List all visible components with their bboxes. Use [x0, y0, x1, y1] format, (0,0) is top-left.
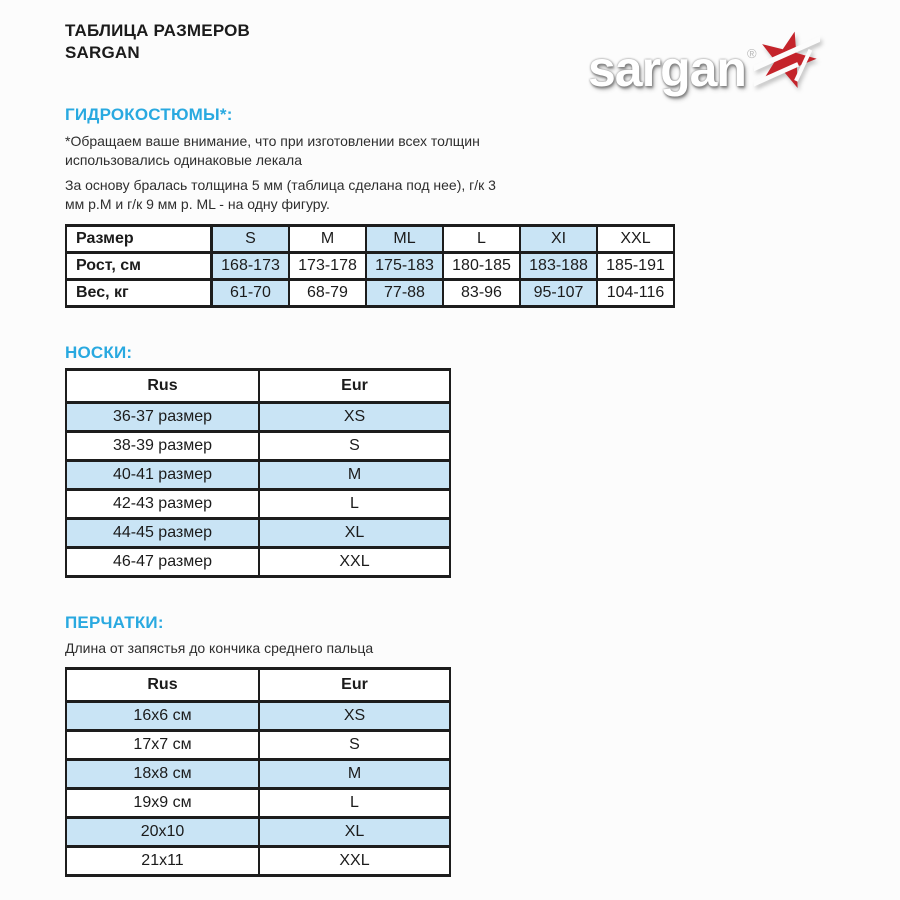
rus-size-cell: 36-37 размер — [66, 403, 259, 432]
row-label-weight: Вес, кг — [66, 280, 212, 307]
registered-trademark-icon: ® — [746, 45, 756, 61]
rus-size-cell: 19x9 см — [66, 789, 259, 818]
note-line: *Обращаем ваше внимание, что при изготовлении всех толщин — [65, 133, 480, 149]
rus-size-cell: 44-45 размер — [66, 519, 259, 548]
height-cell: 168-173 — [212, 253, 290, 280]
rus-size-cell: 16x6 см — [66, 702, 259, 731]
table-row — [66, 548, 450, 577]
section-heading-socks: НОСКИ: — [65, 343, 133, 362]
weight-cell: 104-116 — [597, 280, 674, 307]
size-header-cell: M — [289, 226, 366, 253]
eur-size-cell: S — [259, 731, 450, 760]
table-row — [66, 789, 450, 818]
column-header-eur: Eur — [259, 370, 450, 403]
section-heading-gloves: ПЕРЧАТКИ: — [65, 613, 164, 632]
size-header-cell: L — [443, 226, 520, 253]
table-row — [66, 760, 450, 789]
size-header-cell: XXL — [597, 226, 674, 253]
weight-cell: 61-70 — [212, 280, 290, 307]
sargan-logo — [588, 24, 820, 98]
weight-cell: 95-107 — [520, 280, 597, 307]
height-cell: 185-191 — [597, 253, 674, 280]
column-header-eur: Eur — [259, 669, 450, 702]
column-header-rus: Rus — [66, 370, 259, 403]
wetsuits-size-table — [65, 224, 675, 308]
table-row — [66, 847, 450, 876]
note-line: За основу бралась толщина 5 мм (таблица сделана под нее), г/к 3 — [65, 177, 496, 193]
note-line: использовались одинаковые лекала — [65, 152, 302, 168]
rus-size-cell: 46-47 размер — [66, 548, 259, 577]
eur-size-cell: M — [259, 461, 450, 490]
rus-size-cell: 40-41 размер — [66, 461, 259, 490]
table-row — [66, 702, 450, 731]
rus-size-cell: 38-39 размер — [66, 432, 259, 461]
row-label-size: Размер — [66, 226, 212, 253]
table-row — [66, 818, 450, 847]
note-line: мм р.М и г/к 9 мм р. ML - на одну фигуру. — [65, 196, 330, 212]
eur-size-cell: L — [259, 490, 450, 519]
rus-size-cell: 17x7 см — [66, 731, 259, 760]
table-header-row — [66, 370, 450, 403]
gloves-size-table — [65, 667, 451, 877]
wetsuits-note — [65, 132, 605, 214]
size-header-cell: XI — [520, 226, 597, 253]
weight-cell: 83-96 — [443, 280, 520, 307]
eur-size-cell: M — [259, 760, 450, 789]
section-heading-wetsuits: ГИДРОКОСТЮМЫ*: — [65, 105, 233, 124]
gloves-subtitle: Длина от запястья до кончика среднего пальца — [65, 640, 374, 656]
page-title-line1: ТАБЛИЦА РАЗМЕРОВ — [65, 21, 251, 40]
height-cell: 175-183 — [366, 253, 443, 280]
table-row — [66, 519, 450, 548]
table-row — [66, 461, 450, 490]
height-cell: 180-185 — [443, 253, 520, 280]
rus-size-cell: 20x10 — [66, 818, 259, 847]
rus-size-cell: 21x11 — [66, 847, 259, 876]
eur-size-cell: XS — [259, 702, 450, 731]
eur-size-cell: S — [259, 432, 450, 461]
eur-size-cell: XL — [259, 818, 450, 847]
table-row — [66, 731, 450, 760]
table-row-sizes — [66, 226, 674, 253]
table-header-row — [66, 669, 450, 702]
size-header-cell: ML — [366, 226, 443, 253]
size-header-cell: S — [212, 226, 290, 253]
rus-size-cell: 18x8 см — [66, 760, 259, 789]
height-cell: 173-178 — [289, 253, 366, 280]
eur-size-cell: XL — [259, 519, 450, 548]
column-header-rus: Rus — [66, 669, 259, 702]
table-row — [66, 490, 450, 519]
row-label-height: Рост, см — [66, 253, 212, 280]
table-row-height — [66, 253, 674, 280]
eur-size-cell: XXL — [259, 548, 450, 577]
table-row-weight — [66, 280, 674, 307]
weight-cell: 68-79 — [289, 280, 366, 307]
sargan-star-icon — [754, 24, 820, 94]
table-row — [66, 432, 450, 461]
height-cell: 183-188 — [520, 253, 597, 280]
socks-size-table — [65, 368, 451, 578]
eur-size-cell: L — [259, 789, 450, 818]
weight-cell: 77-88 — [366, 280, 443, 307]
table-row — [66, 403, 450, 432]
sargan-logo-text: sargan® — [588, 40, 756, 97]
rus-size-cell: 42-43 размер — [66, 490, 259, 519]
eur-size-cell: XXL — [259, 847, 450, 876]
page-title — [65, 20, 250, 64]
page-title-brand: SARGAN — [65, 43, 140, 62]
eur-size-cell: XS — [259, 403, 450, 432]
